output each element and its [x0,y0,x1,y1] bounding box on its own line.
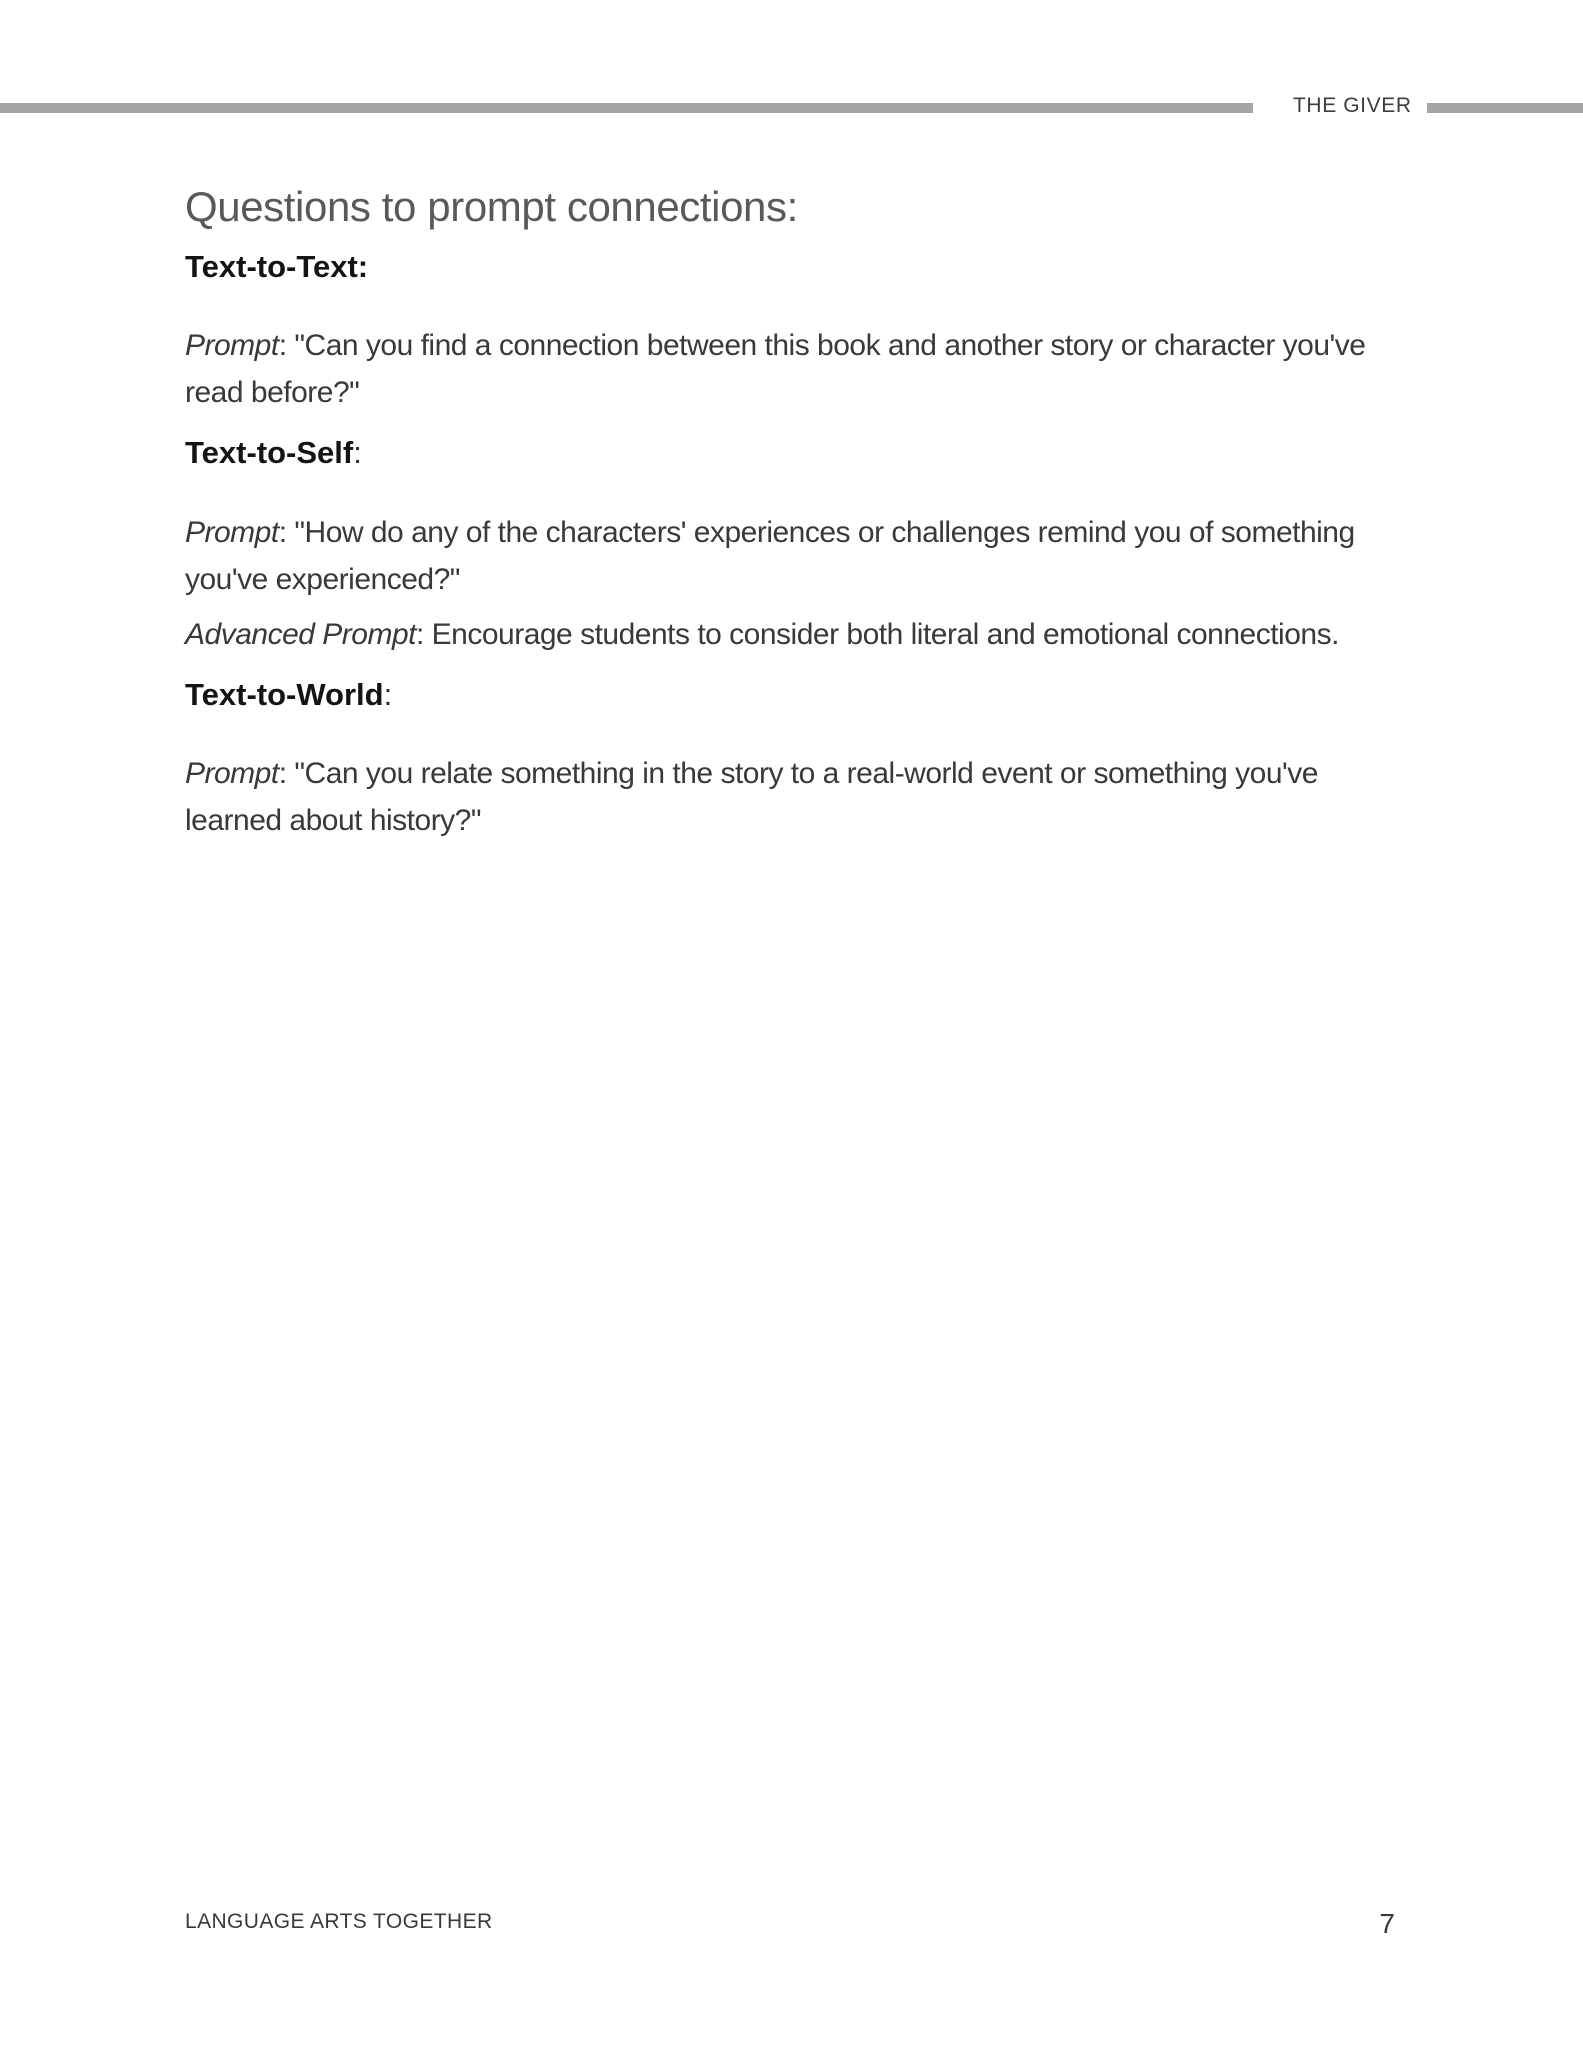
section-heading-text-to-text [185,247,1397,287]
prompt-line: you've experienced?" [185,563,460,596]
prompt-text: : Encourage students to consider both literal and emotional connections. [415,618,1339,651]
prompt-paragraph [185,750,1397,844]
page-number: 7 [1379,1908,1395,1939]
prompt-text: : "How do any of the characters' experiences or challenges remind you of something [278,516,1355,549]
section-heading-bold: Text-to-World [185,677,384,712]
prompt-label: Prompt [185,329,279,362]
prompt-label: Prompt [185,757,279,790]
section-heading-text-to-world [185,675,1397,715]
footer-brand-text: LANGUAGE ARTS TOGETHER [185,1910,493,1933]
prompt-line: learned about history?" [185,804,482,837]
prompt-paragraph [185,509,1397,603]
prompt-line [185,509,1397,556]
prompt-label: Advanced Prompt [185,618,416,651]
section-heading-bold: Text-to-Text: [185,249,369,284]
page-title: Questions to prompt connections: [185,183,798,230]
page-footer [185,1910,1395,1938]
prompt-text: : "Can you find a connection between this book and another story or character you've [278,329,1366,362]
prompt-line [185,611,1397,658]
running-title: THE GIVER [1293,94,1412,117]
prompt-line [185,750,1397,797]
advanced-prompt-paragraph [185,611,1397,658]
section-heading-bold: Text-to-Self [185,435,354,470]
section-heading-colon: : [353,435,362,470]
prompt-label: Prompt [185,516,279,549]
prompt-paragraph [185,322,1397,416]
prompt-text: : "Can you relate something in the story to a real-world event or something you've [278,757,1318,790]
content-column [185,0,1412,844]
prompt-line: read before?" [185,376,360,409]
prompt-line [185,322,1397,369]
section-heading-colon: : [383,677,393,712]
header-rule-right [1427,103,1583,113]
section-heading-text-to-self [185,433,1397,473]
